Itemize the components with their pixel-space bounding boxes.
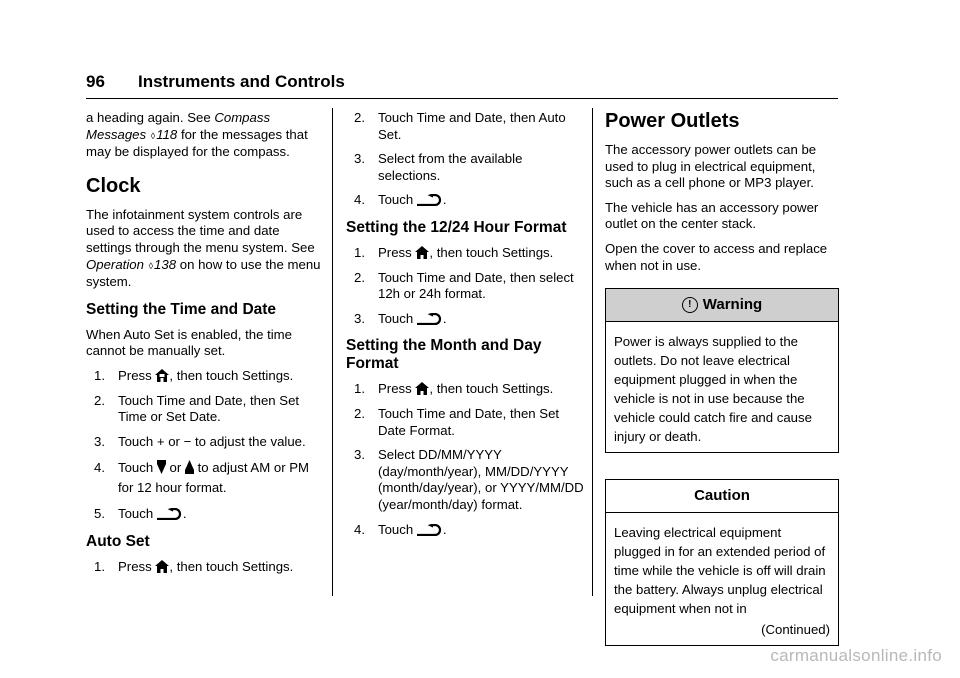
list-item: 1. Press , then touch Settings. [94,558,294,574]
section-title: Instruments and Controls [138,72,345,91]
back-icon [417,194,443,206]
caution-title: Caution [694,486,750,504]
page-ref[interactable]: 138 [154,256,177,272]
warning-box [605,288,839,453]
list-item: 2. Touch Time and Date, then Set Time or Set Date. [94,392,300,425]
list-item: 1. Press , then touch Settings. [94,367,294,383]
list-item: 1. Press , then touch Settings. [354,381,554,397]
column-divider [592,108,593,596]
page-header [86,68,838,99]
list-item: 2. Touch Time and Date, then Set Date Format. [354,405,560,438]
home-icon [415,246,429,259]
list-item: 3. Select DD/MM/YYYY (day/month/year), MM/DD/YYYY (month/day/year), or YYYY/MM/DD (year/month/day) format. [354,447,584,512]
column-1 [86,110,326,584]
column-3 [605,110,839,646]
format-heading: Setting the 12/24 Hour Format [346,218,567,236]
list-item: 3. Touch + or − to adjust the value. [94,433,306,449]
column-2 [346,110,586,546]
warning-header [606,289,838,322]
continued-label: (Continued) [761,622,830,638]
down-arrow-icon [157,460,166,474]
compass-messages-link[interactable]: Compass Messages [86,110,271,142]
column-divider [332,108,333,596]
home-icon [415,382,429,395]
clock-heading: Clock [86,174,141,197]
back-icon [417,313,443,325]
operation-link[interactable]: Operation [86,256,144,272]
list-item: 2. Touch Time and Date, then Auto Set. [354,110,566,142]
home-icon [155,560,169,573]
caution-box [605,479,839,646]
power-paragraph-1: The accessory power outlets can be used to plug in electrical equipment, such as a cell phone or MP3 player. [605,142,817,191]
up-arrow-icon [185,460,194,474]
list-item: 2. Touch Time and Date, then select 12h or 24h format. [354,269,574,302]
list-item: 4. Touch . [354,192,447,208]
back-icon [157,508,183,520]
setting-time-paragraph: When Auto Set is enabled, the time cannot be manually set. [86,326,292,359]
page-ref-arrow-icon: ◊ [150,130,156,141]
intro-paragraph: a heading again. See Compass Messages ◊118 for the messages that may be displayed for the compass. [86,110,308,160]
power-paragraph-2: The vehicle has an accessory power outlet on the center stack. [605,199,819,232]
month-day-heading: Setting the Month and Day Format [346,337,542,373]
page-ref-arrow-icon: ◊ [148,260,154,271]
list-item: 5. Touch . [94,506,187,522]
list-item: 4. Touch or to adjust AM or PM for 12 hour format. [94,460,310,496]
page-ref[interactable]: 118 [156,126,178,142]
list-item: 1. Press , then touch Settings. [354,244,554,260]
clock-paragraph: The infotainment system controls are used to access the time and date settings through the menu system. See Operation ◊138 on how to use the menu system. [86,206,321,290]
caution-text: Leaving electrical equipment plugged in for an extended period of time while the vehicle is off will drain the battery. Always unplug electrical equipment when not in [614,525,826,617]
list-item: 3. Select from the available selections. [354,151,523,183]
watermark: carmanualsonline.info [770,646,942,665]
warning-icon: ! [682,297,698,313]
caution-body [606,513,838,645]
list-item: 3. Touch . [354,310,447,326]
page-number: 96 [86,72,105,91]
back-icon [417,524,443,536]
setting-time-heading: Setting the Time and Date [86,300,277,318]
list-item: 4. Touch . [354,521,447,537]
power-paragraph-3: Open the cover to access and replace when not in use. [605,240,828,273]
power-outlets-heading: Power Outlets [605,110,740,132]
warning-text: Power is always supplied to the outlets. Do not leave electrical equipment plugged in when the vehicle is not in use because the vehicle could catch fire and cause injury or death. [614,334,812,445]
home-icon [155,369,169,382]
caution-header [606,480,838,513]
warning-title: Warning [702,295,763,313]
auto-set-heading: Auto Set [86,532,150,550]
